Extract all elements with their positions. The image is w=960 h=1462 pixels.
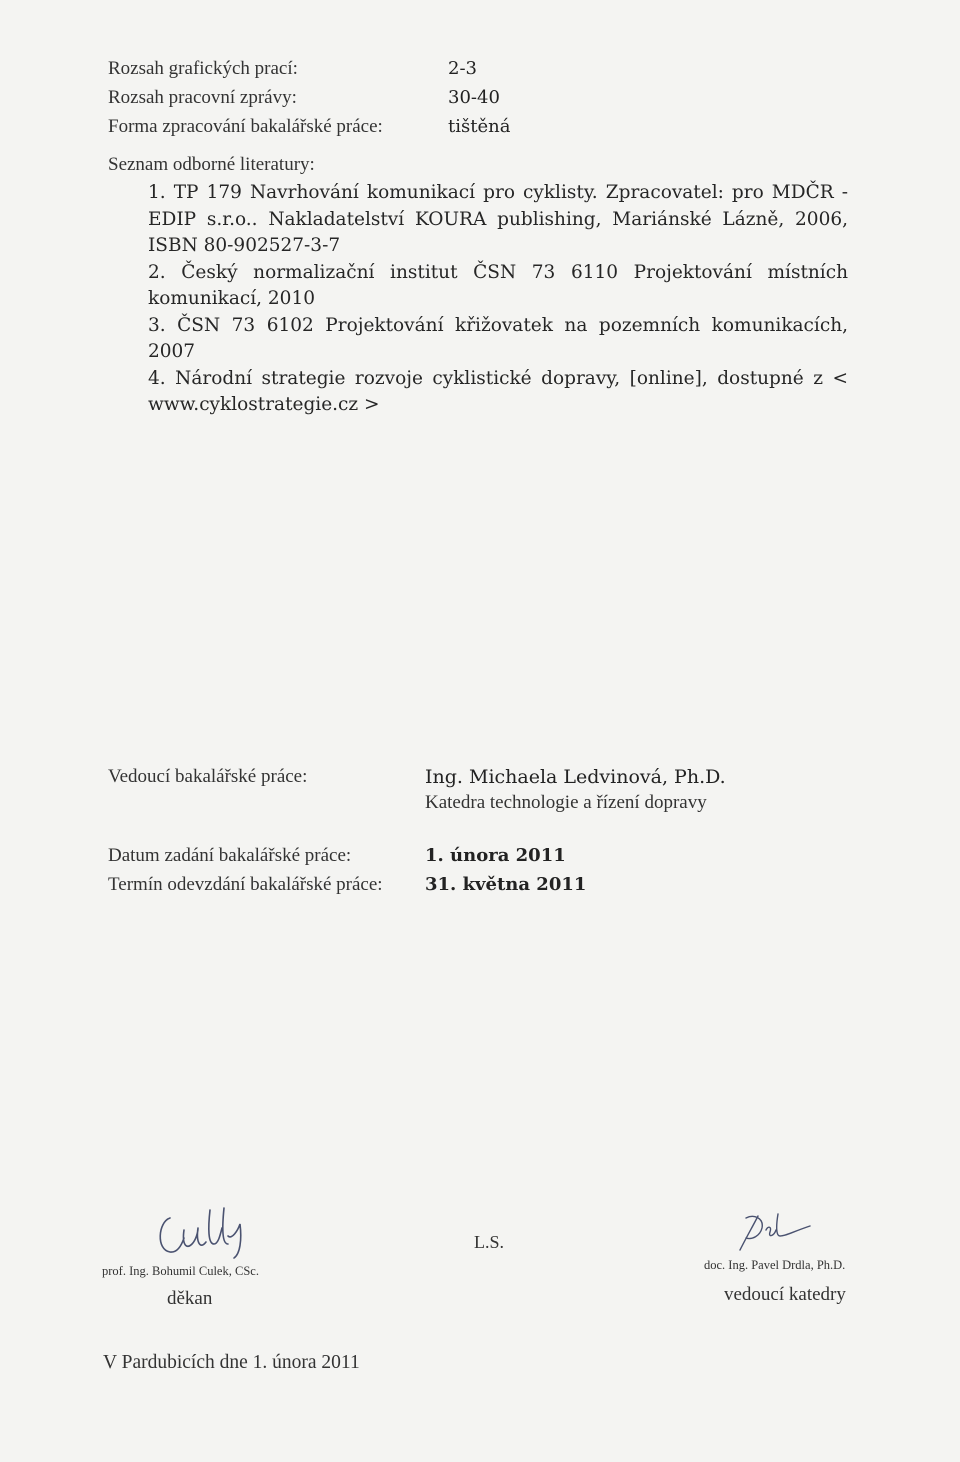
place-and-date: V Pardubicích dne 1. února 2011 (103, 1352, 360, 1373)
literature-list (148, 180, 848, 419)
literature-item: 4. Národní strategie rozvoje cyklistické dopravy, [online], dostupné z < www.cyklostrategie.cz > (148, 367, 848, 415)
head-role: vedoucí katedry (724, 1284, 846, 1305)
head-signature-scribble (732, 1208, 822, 1258)
literature-item: 2. Český normalizační institut ČSN 73 6110 Projektování místních komunikací, 2010 (148, 261, 848, 309)
due-date-value: 31. května 2011 (425, 874, 587, 895)
supervisor-label: Vedoucí bakalářské práce: (108, 766, 308, 787)
assignment-date-label: Datum zadání bakalářské práce: (108, 845, 352, 866)
literature-item: 1. TP 179 Navrhování komunikací pro cyklisty. Zpracovatel: pro MDČR - EDIP s.r.o.. Nakladatelství KOURA publishing, Mariánské Lázně, 2006, ISBN 80-902527-3-7 (148, 182, 848, 256)
report-scope-label: Rozsah pracovní zprávy: (108, 87, 297, 108)
assignment-date-value: 1. února 2011 (425, 845, 566, 866)
due-date-label: Termín odevzdání bakalářské práce: (108, 874, 383, 895)
graphics-scope-label: Rozsah grafických prací: (108, 58, 298, 79)
report-scope-value: 30-40 (448, 87, 500, 108)
supervisor-department: Katedra technologie a řízení dopravy (425, 792, 707, 813)
seal-mark: L.S. (474, 1232, 505, 1252)
graphics-scope-value: 2-3 (448, 58, 477, 79)
supervisor-name: Ing. Michaela Ledvinová, Ph.D. (425, 766, 726, 788)
head-name: doc. Ing. Pavel Drdla, Ph.D. (704, 1258, 846, 1272)
thesis-form-value: tištěná (448, 116, 511, 137)
dean-name: prof. Ing. Bohumil Culek, CSc. (102, 1264, 259, 1278)
dean-role: děkan (167, 1288, 213, 1309)
dean-signature-scribble (152, 1200, 262, 1260)
literature-item: 3. ČSN 73 6102 Projektování křižovatek na pozemních komunikacích, 2007 (148, 314, 848, 362)
literature-heading: Seznam odborné literatury: (108, 154, 315, 175)
thesis-form-label: Forma zpracování bakalářské práce: (108, 116, 383, 137)
